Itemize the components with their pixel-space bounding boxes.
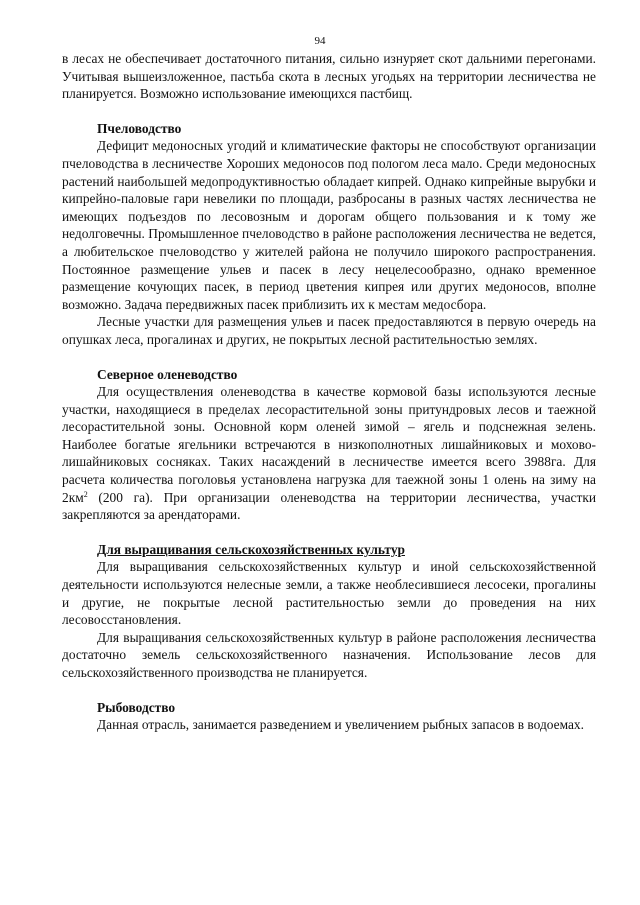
intro-paragraph: в лесах не обеспечивает достаточного питания, сильно изнуряет скот дальними перегонами. Учитывая вышеизложенное, пастьба скота в лесных угодьях на территории лесничества не планируется. Возможно использование имеющихся пастбищ. <box>62 51 596 102</box>
reindeer-heading: Северное оленеводство <box>97 366 238 382</box>
superscript-exponent: 2 <box>83 489 88 499</box>
reindeer-text-after: (200 га). При организации оленеводства на территории лесничества, участки закрепляются за арендаторами. <box>62 489 596 523</box>
page-content <box>62 50 596 734</box>
beekeeping-paragraph-1: Дефицит медоносных угодий и климатические факторы не способствуют организации пчеловодства в лесничестве Хороших медоносов под пологом леса мало. Среди медоносных растений наибольшей медопродуктивностью обладает кипрей. Однако кипрейные вырубки и кипрейно-паловые гари невелики по площади, разбросаны в разных частях лесничества не имеющих подъездов по лесовозным и дорогам общего пользования и к тому же недолговечны. Промышленное пчеловодство в районе расположения лесничества не ведется, а любительское пчеловодство у жителей района не получило широкого распространения. Постоянное размещение ульев и пасек в лесу нецелесообразно, однако временное размещение кочующих пасек, в период цветения кипрея или других медоносов, вполне возможно. Задача передвижных пасек приблизить их к местам медосбора. <box>62 138 596 312</box>
reindeer-text-before: Для осуществления оленеводства в качестве кормовой базы используются лесные участки, находящиеся в пределах лесорастительной зоны притундровых лесов и таежной лесорастительной зоны. Основной корм оленей зимой – ягель и подснежная зелень. Наиболее богатые ягельники встречаются в низкополнотных лишайниковых и мохово-лишайниковых сосняках. Таких насаждений в лесничестве имеется всего 3988га. Для расчета количества поголовья установлена нагрузка для таежной зоны 1 олень на зиму на 2км <box>62 384 596 505</box>
agriculture-paragraph-1: Для выращивания сельскохозяйственных культур и иной сельскохозяйственной деятельности используются нелесные земли, а также необлесившиеся лесосеки, прогалины и другие, не покрытые лесной растительностью земли до проведения на них лесовосстановления. <box>62 559 596 628</box>
fishery-paragraph-1: Данная отрасль, занимается разведением и увеличением рыбных запасов в водоемах. <box>97 717 584 733</box>
beekeeping-heading: Пчеловодство <box>97 120 182 136</box>
reindeer-paragraph-1 <box>62 383 596 524</box>
agriculture-heading: Для выращивания сельскохозяйственных культур <box>97 541 405 557</box>
page-number: 94 <box>314 35 326 47</box>
agriculture-paragraph-2: Для выращивания сельскохозяйственных культур в районе расположения лесничества достаточно земель сельскохозяйственного назначения. Использование лесов для сельскохозяйственного производства не планируется. <box>62 629 596 680</box>
fishery-heading: Рыбоводство <box>97 699 176 715</box>
beekeeping-paragraph-2: Лесные участки для размещения ульев и пасек предоставляются в первую очередь на опушках леса, прогалинах и других, не покрытых лесной растительностью землях. <box>62 314 596 347</box>
